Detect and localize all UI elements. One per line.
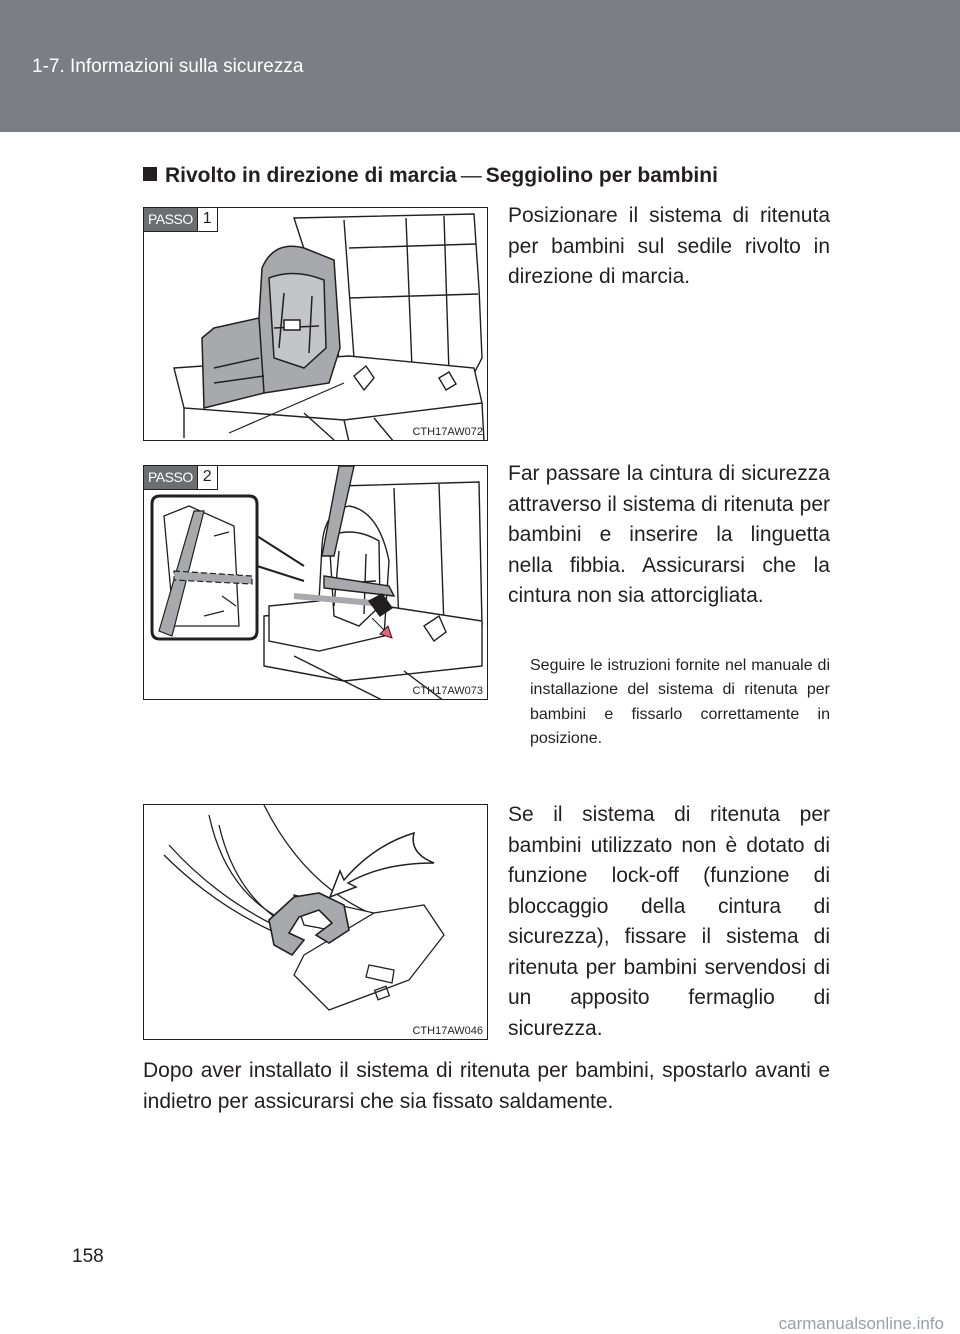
step-badge-number: 1 [197, 208, 217, 231]
header-band [0, 0, 960, 132]
seat-belt-routing-illustration [144, 466, 488, 700]
step-badge [144, 208, 218, 232]
heading-main: Rivolto in direzione di marcia [165, 164, 457, 187]
child-seat-placed-illustration [144, 208, 488, 441]
step-2-instruction: Far passare la cintura di sicurezza attraverso il sistema di ritenuta per bambini e inserire la linguetta nella fibbia. Assicurarsi che la cintura non sia attorcigliata. [508, 462, 830, 607]
locking-clip-illustration [144, 805, 488, 1040]
page-number: 158 [72, 1246, 104, 1267]
watermark-band [0, 1312, 960, 1334]
figure-code: CTH17AW072 [412, 426, 483, 438]
step-badge [144, 466, 218, 490]
step-2-note: Seguire le istruzioni fornite nel manuale di installazione del sistema di ritenuta per bambini e fissarlo correttamente in posizione. [530, 657, 830, 748]
step-badge-word: PASSO [144, 208, 197, 231]
heading-dash: — [460, 164, 482, 187]
figure-code: CTH17AW046 [412, 1025, 483, 1037]
watermark-text: carmanualsonline.info [778, 1314, 944, 1333]
step-badge-word: PASSO [144, 466, 197, 489]
section-heading [143, 164, 718, 188]
square-bullet-icon [143, 167, 157, 181]
figure-step-2 [143, 465, 488, 700]
heading-sub: Seggiolino per bambini [485, 164, 718, 187]
closing-paragraph: Dopo aver installato il sistema di ritenuta per bambini, spostarlo avanti e indietro per assicurarsi che sia fissato saldamente. [143, 1059, 830, 1113]
step-badge-number: 2 [197, 466, 217, 489]
figure-code: CTH17AW073 [412, 685, 483, 697]
locking-clip-instruction: Se il sistema di ritenuta per bambini utilizzato non è dotato di funzione lock-off (funzione di bloccaggio della cintura di sicurezza), fissare il sistema di ritenuta per bambini servendosi di un apposito fermaglio di sicurezza. [508, 803, 830, 1040]
section-breadcrumb: 1-7. Informazioni sulla sicurezza [32, 56, 304, 77]
step-1-instruction: Posizionare il sistema di ritenuta per bambini sul sedile rivolto in direzione di marcia. [508, 204, 830, 288]
figure-locking-clip [143, 804, 488, 1040]
figure-step-1 [143, 207, 488, 441]
